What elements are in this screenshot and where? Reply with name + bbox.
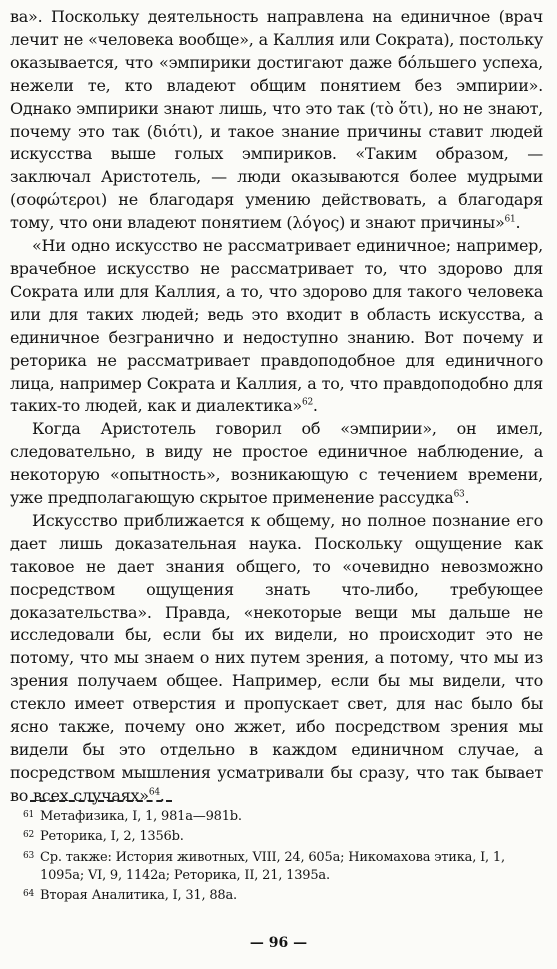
paragraph-text: ва». Поскольку деятельность направлена на единичное (врач лечит не «человека вообще», а Каллия или Сократа), постольку оказывается, что «эмпирики достигают даже бóльшего успеха, нежели те, кто владеют общим понятием без эмпирии». Однако эмпирики знают лишь, что это так (τὸ ὅτι), но не знают, почему это так (διότι), и такое знание причины ставит людей искусства выше голых эмпириков. «Таким образом, — заключал Аристотель, — люди оказываются более мудрыми (σοφώτεροι) не благодаря умению действовать, а благодаря тому, что они владеют понятием (λόγος) и знают причины»	[10, 7, 543, 233]
footnote-ref[interactable]: 64	[148, 787, 160, 798]
paragraph-text: Искусство приближается к общему, но полное познание его дает лишь доказательная наука. Поскольку ощущение как таковое не дает знания общего, то «очевидно невозможно посредством ощущения знать что-либо, требующее доказательства». Правда, «некоторые вещи мы дальше не исследовали бы, если бы их видели, но происходит это не потому, что мы знаем о них путем зрения, а потому, что мы из зрения получаем общее. Например, если бы мы видели, что стекло имеет отверстия и пропускает свет, для нас было бы ясно также, почему оно жжет, ибо посредством зрения мы видели бы это отдельно в каждом единичном случае, а посредством мышления усматривали бы сразу, что так бывает во всех случаях»	[10, 510, 543, 805]
footnote-number: 64	[22, 889, 34, 900]
footnote-text: Вторая Аналитика, I, 31, 88a.	[40, 888, 237, 904]
paragraph: Искусство приближается к общему, но полное познание его дает лишь доказательная наука. Поскольку ощущение как таковое не дает знания общего, то «очевидно невозможно посредством ощущения знать что-либо, требующее доказательства». Правда, «некоторые вещи мы дальше не исследовали бы, если бы их видели, но происходит это не потому, что мы знаем о них путем зрения, а потому, что мы из зрения получаем общее. Например, если бы мы видели, что стекло имеет отверстия и пропускает свет, для нас было бы ясно также, почему оно жжет, ибо посредством зрения мы видели бы это отдельно в каждом единичном случае, а посредством мышления усматривали бы сразу, что так бывает во всех случаях»$^{64}$.	[10, 510, 543, 805]
paragraph-text: Когда Аристотель говорил об «эмпирии», он имел, следовательно, в виду не простое единичное наблюдение, а некоторую «опытность», возникающую с течением времени, уже предполагающую скрытое применение рассудка	[10, 419, 543, 508]
footnote	[10, 885, 540, 905]
footnote-text: Реторика, I, 2, 1356b.	[40, 829, 184, 845]
footnote-ref[interactable]: 62	[301, 398, 313, 409]
footnote-ref[interactable]: 61	[504, 214, 516, 225]
footnote-number: 61	[22, 810, 34, 820]
footnote-number: 63	[22, 850, 34, 861]
main-text	[10, 6, 543, 808]
page-number: — 96 —	[249, 935, 308, 951]
footnote-separator	[30, 800, 172, 802]
paragraph-text: «Ни одно искусство не рассматривает единичное; например, врачебное искусство не рассматривает то, что здорово для Сократа или для Каллия, а то, что здорово для такого человека или для таких людей; ведь это входит в область искусства, а единичное безгранично и недоступно знанию. Вот почему и реторика не рассматривает правдоподобное для единичного лица, например Сократа и Каллия, а то, что правдоподобно для таких-то людей, как и диалектика»	[10, 236, 543, 416]
footnote-ref[interactable]: 63	[453, 489, 465, 500]
paragraph: «Ни одно искусство не рассматривает единичное; например, врачебное искусство не рассматривает то, что здорово для Сократа или для Каллия, а то, что здорово для такого человека или для таких людей; ведь это входит в область искусства, а единичное безгранично и недоступно знанию. Вот почему и реторика не рассматривает правдоподобное для единичного лица, например Сократа и Каллия, а то, что правдоподобно для таких-то людей, как и диалектика»$^{62}$.	[10, 236, 543, 416]
footnote-number: 62	[22, 830, 34, 841]
footnote	[10, 847, 540, 886]
footnote-text: Ср. также: История животных, VIII, 24, 605a; Никомахова этика, I, 1, 1095a; VI, 9, 1142a; Реторика, II, 21, 1395a.	[40, 849, 505, 883]
footnote	[10, 806, 540, 826]
paragraph: ва». Поскольку деятельность направлена на единичное (врач лечит не «человека вообще», а Каллия или Сократа), постольку оказывается, что «эмпирики достигают даже бóльшего успеха, нежели те, кто владеют общим понятием без эмпирии». Однако эмпирики знают лишь, что это так (τὸ ὅτι), но не знают, почему это так (διότι), и такое знание причины ставит людей искусства выше голых эмпириков. «Таким образом, — заключал Аристотель, — люди оказываются более мудрыми (σοφώτεροι) не благодаря умению действовать, а благодаря тому, что они владеют понятием (λόγος) и знают причины»$^{61}$.	[10, 7, 543, 233]
footnote-text: Метафизика, I, 1, 981a—981b.	[40, 809, 242, 824]
footnote	[10, 826, 540, 846]
footnotes	[10, 806, 540, 905]
paragraph: Когда Аристотель говорил об «эмпирии», он имел, следовательно, в виду не простое единичное наблюдение, а некоторую «опытность», возникающую с течением времени, уже предполагающую скрытое применение рассудка$^{63}$.	[10, 419, 543, 508]
